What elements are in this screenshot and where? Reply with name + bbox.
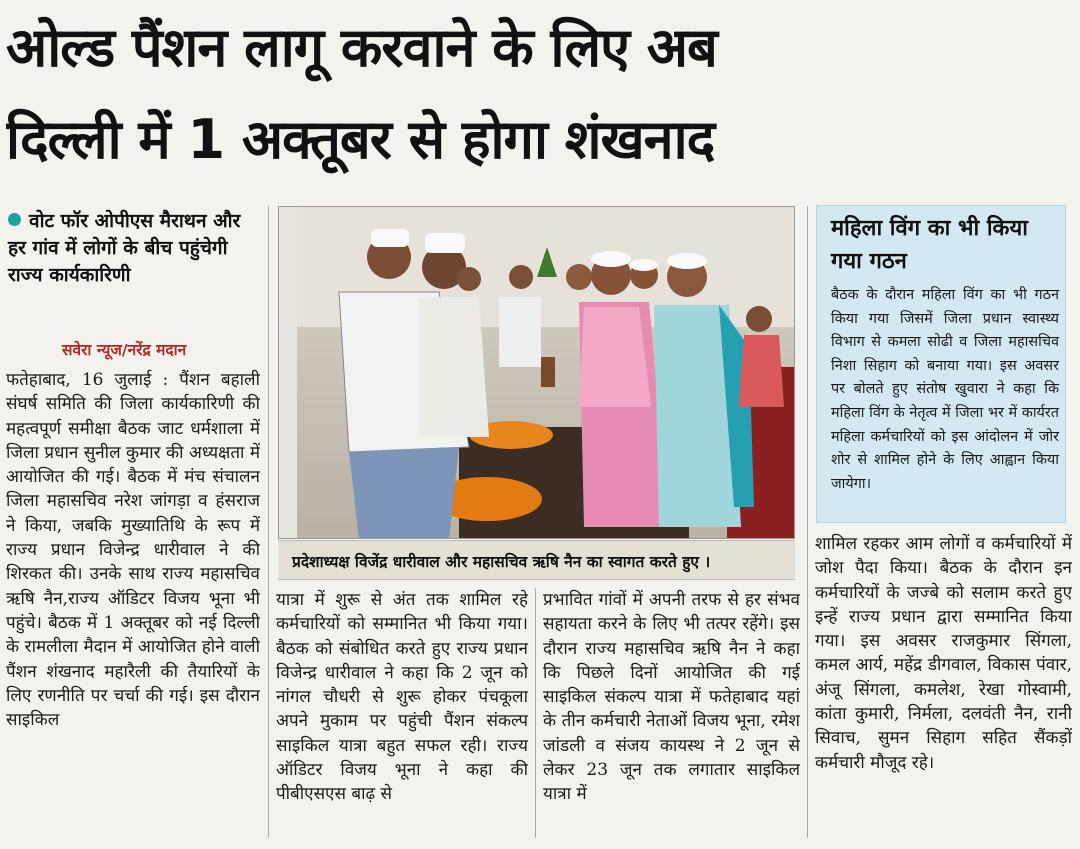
article-column-3: प्रभावित गांवों में अपनी तरफ से हर संभव सहायता करने के लिए भी तत्पर रहेंगे। इस दौरान राज्य महासचिव ऋषि नैन ने कहा कि पिछले दिनों आयोजित की गई साइकिल संकल्प यात्रा में फतेहाबाद यहां के तीन कर्मचारी नेताओं विजय भूना, रमेश जांडली व संजय कायस्थ ने 2 जून से लेकर 23 जून तक लगातार साइकिल यात्रा में <box>543 590 800 805</box>
headline-line-1: ओल्ड पैंशन लागू करवाने के लिए अब <box>6 16 717 79</box>
headline-line-2: दिल्ली में 1 अक्तूबर से होगा शंखनाद <box>6 108 715 171</box>
subheadline-text: वोट फॉर ओपीएस मैराथन और हर गांव में लोगों के बीच पहुंचेगी राज्य कार्यकारिणी <box>8 210 241 286</box>
sidebar-box-body: बैठक के दौरान महिला विंग का भी गठन किया गया जिसमें जिला प्रधान स्वास्थ्य विभाग से कमला सोढी व जिला महासचिव निशा सिहाग को बनाया गया। इस अवसर पर बोलते हुए संतोष खुवारा ने कहा कि महिला विंग के नेतृत्व में जिला भर में कार्यरत महिला कर्मचारियों को इस आंदोलन में जोर शोर से शामिल होने के लिए आह्वान किया जायेगा। <box>831 287 1059 492</box>
column-divider <box>268 206 269 838</box>
column-divider <box>807 206 808 838</box>
article-column-1: फतेहाबाद, 16 जुलाई : पैंशन बहाली संघर्ष समिति की जिला कार्यकारिणी की महत्वपूर्ण समीक्षा बैठक जाट धर्मशाला में जिला प्रधान सुनील कुमार की अध्यक्षता में आयोजित की गई। बैठक में मंच संचालन जिला महासचिव नरेश जांगड़ा व हंसराज ने किया, जबकि मुख्यातिथि के रूप में राज्य प्रधान विजेन्द्र धारीवाल ने की शिरकत की। उनके साथ राज्य महासचिव ऋषि नैन,राज्य ऑडिटर विजय भूना भी पहुंचे। बैठक में 1 अक्तूबर को नई दिल्ली के रामलीला मैदान में आयोजित होने वाली पैंशन शंखनाद महारैली की तैयारियों के लिए रणनीति पर चर्चा की गई। इस दौरान साइकिल <box>6 370 260 731</box>
sidebar-box <box>816 205 1066 523</box>
byline: सवेरा न्यूज/नरेंद्र मदान <box>62 341 187 359</box>
article-column-2: यात्रा में शुरू से अंत तक शामिल रहे कर्मचारियों को सम्मानित भी किया गया। बैठक को संबोधित करते हुए राज्य प्रधान विजेन्द्र धारीवाल ने कहा कि 2 जून को नांगल चौधरी से शुरू होकर पंचकूला अपने मुकाम पर पहुंची पैंशन संकल्प साइकिल यात्रा बहुत सफल रही। राज्य ऑडिटर विजय भूना ने कहा की पीबीएसएस बाढ़ से <box>276 590 528 805</box>
column-divider <box>535 588 536 838</box>
group-photo-image <box>279 207 795 539</box>
photo-caption: प्रदेशाध्यक्ष विजेंद्र धारीवाल और महासचिव ऋषि नैन का स्वागत करते हुए । <box>292 553 711 571</box>
subheadline <box>8 208 262 289</box>
news-photo <box>278 206 795 539</box>
article-column-4: शामिल रहकर आम लोगों व कर्मचारियों में जोश पैदा किया। बैठक के दौरान इन कर्मचारियों के जज्बे को सलाम करते हुए इन्हें राज्य प्रधान द्वारा सम्मानित किया गया। इस अवसर राजकुमार सिंगला, कमल आर्य, महेंद्र डीगवाल, विकास पंवार, अंजू सिंगला, कमलेश, रेखा गोस्वामी, कांता कुमारी, निर्मला, दलवंती नैन, रानी सिवाच, सुमन सिहाग सहित सैंकड़ों कर्मचारी मौजूद रहे। <box>815 534 1072 773</box>
photo-caption-bar <box>278 540 795 580</box>
sidebar-box-title: महिला विंग का भी किया गया गठन <box>831 216 1028 274</box>
bullet-icon <box>8 213 21 226</box>
